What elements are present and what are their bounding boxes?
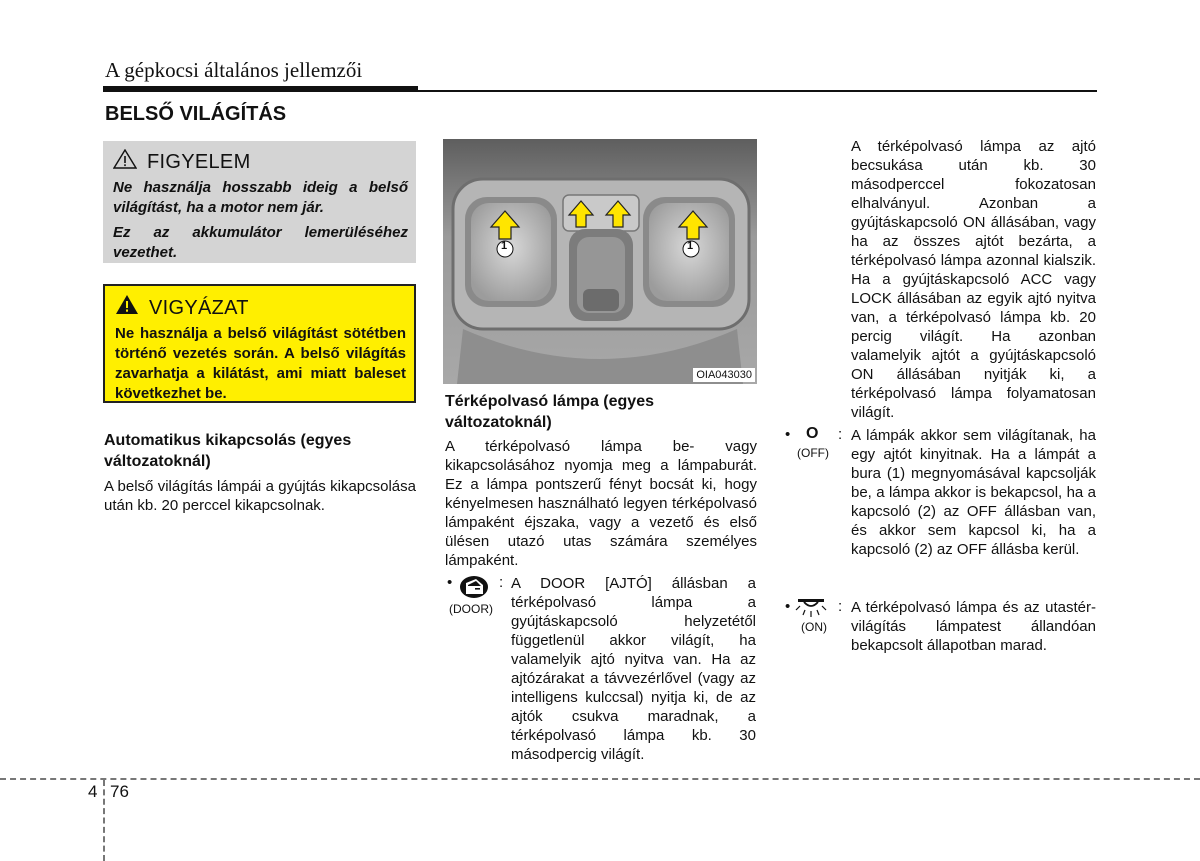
page-number: 76 xyxy=(110,782,129,801)
door-continued-text: A térképolvasó lámpa az ajtó becsukása után kb. 30 másodperccel fokozatosan elhalványul. Azonban a gyújtáskapcsoló ON állásában, vagy ha az összes ajtót bezárta, a térképolvasó lámpa azonnal kialszik. Ha a gyújtáskapcsoló ACC vagy LOCK állásában az egyik ajtó nyitva van, a térképolvasó lámpa kb. 20 percig világít. Ha azonban valamelyik ajtót a gyújtáskapcsoló ON állásában nyitják ki, a térképolvasó lámpa folyamatosan világít. xyxy=(851,138,1096,421)
callout-1-left: 1 xyxy=(501,240,508,252)
warning-text-2: Ez az akkumulátor lemerüléséhez vezethet. xyxy=(113,224,408,261)
warning-text-1: Ne használja hosszabb ideig a belső világítást, ha a motor nem jár. xyxy=(113,179,408,216)
door-colon: : xyxy=(499,574,504,591)
off-bullet: • xyxy=(785,426,791,443)
footer-divider xyxy=(0,778,1200,780)
off-symbol: O xyxy=(806,425,819,442)
off-code: (OFF) xyxy=(797,446,829,460)
map-lamp-illustration xyxy=(443,139,757,384)
callout-1-right: 1 xyxy=(687,240,694,252)
warning-icon xyxy=(113,149,137,175)
auto-off-text: A belső világítás lámpái a gyújtás kikapcsolása után kb. 20 perccel kikapcsolnak. xyxy=(104,478,416,514)
door-bullet: • xyxy=(447,574,453,591)
section-title: BELSŐ VILÁGÍTÁS xyxy=(105,103,287,125)
on-code: (ON) xyxy=(801,620,827,634)
map-lamp-figure xyxy=(443,139,757,384)
chapter-number: 4 xyxy=(88,782,98,801)
door-code: (DOOR) xyxy=(449,602,493,616)
caution-title: VIGYÁZAT xyxy=(149,296,249,319)
warning-title: FIGYELEM xyxy=(147,151,251,173)
door-text: A DOOR [AJTÓ] állásban a térképolvasó lámpa a gyújtáskapcsoló helyzetétől függetlenül akkor világít, ha valamelyik ajtó nyitva van. Ha az ajtózárakat a távvezérlővel (vagy az intelligens kulccsal) nyitja ki, de az ajtók csukva maradnak, a térképolvasó lámpa kb. 30 másodpercig világít. xyxy=(511,575,756,763)
on-text: A térképolvasó lámpa és az utastér-világítás lámpatest állandóan bekapcsolt állapotban marad. xyxy=(851,599,1096,654)
off-text: A lámpák akkor sem világítanak, ha egy ajtót kinyitnak. Ha a lámpát a bura (1) megnyomásával kapcsolják be, a lámpa akkor is bekapcsol, ha a kapcsoló (2) az OFF állásban van, és akkor sem kapcsol ki, ha a kapcsoló (2) az OFF állásba kerül. xyxy=(851,427,1096,558)
caution-icon xyxy=(115,294,139,321)
dome-light-icon xyxy=(794,596,830,623)
on-colon: : xyxy=(838,598,843,615)
warning-box xyxy=(103,141,416,263)
header-rule-accent xyxy=(103,86,418,92)
on-bullet: • xyxy=(785,598,791,615)
auto-off-heading: Automatikus kikapcsolás (egyes változatoknál) xyxy=(104,432,352,470)
map-lamp-heading: Térképolvasó lámpa (egyes változatoknál) xyxy=(445,393,654,431)
off-colon: : xyxy=(838,426,843,443)
caution-box xyxy=(103,284,416,403)
map-lamp-text: A térképolvasó lámpa be- vagy kikapcsolásához nyomja meg a lámpaburát. Ez a lámpa pontszerű fényt bocsát ki, hogy kényelmesen használható legyen térképolvasó lámpaként éjszaka, vagy a vezető és első ülésen utazó utas számára személyes lámpaként. xyxy=(445,438,757,569)
car-door-icon xyxy=(456,574,492,605)
footer-divider-vertical xyxy=(103,780,105,861)
figure-code: OIA043030 xyxy=(693,368,755,382)
caution-text: Ne használja a belső világítást sötétben történő vezetés során. A belső világítás zavarhatja a kilátást, ami miatt baleset következhet be. xyxy=(115,325,406,402)
chapter-title: A gépkocsi általános jellemzői xyxy=(105,58,363,82)
